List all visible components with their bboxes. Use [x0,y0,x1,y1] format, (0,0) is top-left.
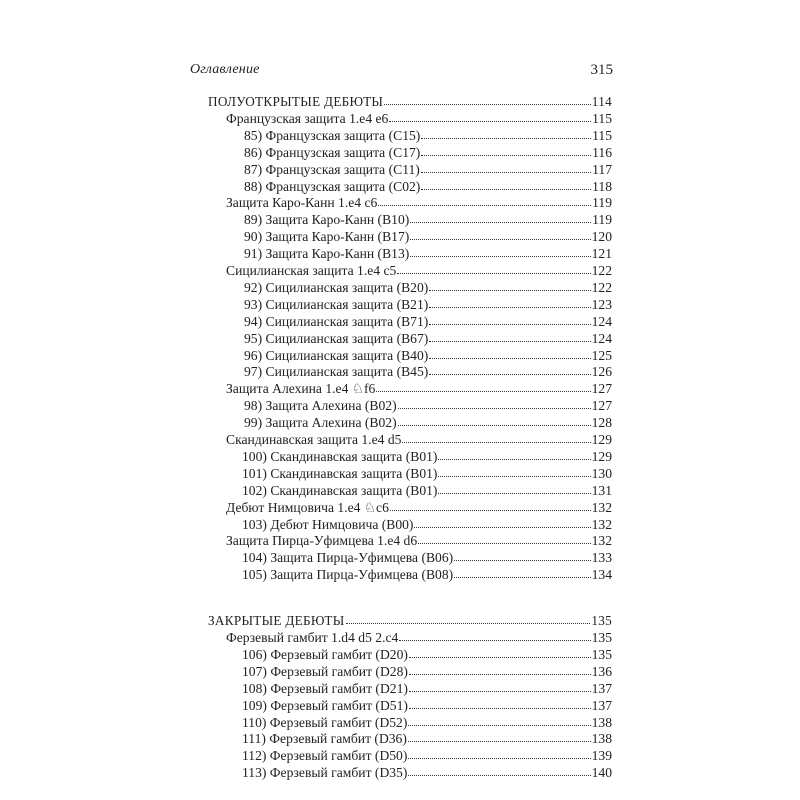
toc-entry-label: 96) Сицилианская защита (B40) [244,347,429,363]
toc-entry-page: 137 [591,680,612,696]
toc-dot-leader [378,194,591,206]
toc-dot-leader [390,499,591,511]
toc-entry-label: 94) Сицилианская защита (B71) [244,313,429,329]
toc-dot-leader [418,532,590,544]
toc-item [242,482,612,499]
toc-entry-page: 126 [591,364,612,380]
toc-item [244,414,612,431]
toc-chapter [226,499,612,516]
toc-dot-leader [397,262,590,274]
toc-dot-leader [408,764,590,776]
page-number: 315 [590,62,613,78]
toc-dot-leader [438,482,590,494]
toc-entry-page: 123 [591,296,612,312]
toc-entry-label: Защита Пирца-Уфимцева 1.e4 d6 [226,533,418,549]
toc-entry-label: 110) Ферзевый гамбит (D52) [242,714,408,730]
toc-entry-page: 138 [591,731,612,747]
toc-entry-label: 85) Французская защита (C15) [244,127,421,143]
toc-entry-label: 92) Сицилианская защита (B20) [244,279,429,295]
toc-entry-label: Французская защита 1.e4 e6 [226,110,389,126]
toc-entry-page: 116 [592,144,612,160]
toc-entry-page: 135 [591,630,612,645]
toc-section [208,93,612,110]
toc-item [244,178,612,195]
toc-dot-leader [429,296,590,308]
toc-item [242,730,612,747]
toc-item [244,347,612,364]
toc-entry-label: 111) Ферзевый гамбит (D36) [242,731,407,747]
toc-item [244,363,612,380]
toc-entry-label: ПОЛУОТКРЫТЫЕ ДЕБЮТЫ [208,94,384,109]
toc-dot-leader [408,747,590,759]
toc-item [242,680,612,697]
toc-entry-page: 118 [592,178,612,194]
toc-entry-page: 121 [591,246,612,262]
toc-entry-page: 122 [591,263,612,278]
toc-dot-leader [389,110,591,122]
toc-chapter [226,380,612,397]
toc-entry-label: 112) Ферзевый гамбит (D50) [242,748,408,764]
toc-dot-leader [409,697,591,709]
toc-dot-leader [421,161,591,173]
toc-item [244,127,612,144]
toc-item [244,296,612,313]
running-header-title: Оглавление [190,62,260,77]
toc-dot-leader [398,397,591,409]
toc-dot-leader [409,680,591,692]
toc-item [244,211,612,228]
toc-item [244,228,612,245]
toc-entry-label: 106) Ферзевый гамбит (D20) [242,646,408,662]
toc-entry-page: 119 [592,212,612,228]
toc-item [244,279,612,296]
toc-entry-label: Ферзевый гамбит 1.d4 d5 2.c4 [226,630,399,645]
toc-item [244,397,612,414]
toc-dot-leader [438,465,590,477]
toc-entry-label: 95) Сицилианская защита (B67) [244,330,429,346]
toc-dot-leader [409,663,591,675]
toc-entry-label: 100) Скандинавская защита (B01) [242,448,438,464]
toc-item [242,448,612,465]
toc-dot-leader [429,330,590,342]
toc-dot-leader [384,93,591,105]
toc-item [242,549,612,566]
toc-dot-leader [409,646,591,658]
toc-entry-label: 99) Защита Алехина (B02) [244,415,397,431]
toc-entry-page: 125 [591,347,612,363]
toc-item [242,566,612,583]
toc-entry-label: 107) Ферзевый гамбит (D28) [242,663,408,679]
toc-entry-page: 138 [591,714,612,730]
toc-entry-page: 139 [591,748,612,764]
toc-item [242,714,612,731]
toc-entry-page: 122 [591,279,612,295]
toc-entry-page: 120 [591,229,612,245]
toc-dot-leader [410,228,590,240]
toc-entry-page: 133 [591,550,612,566]
toc-entry-label: 113) Ферзевый гамбит (D35) [242,765,408,781]
toc-entry-label: 103) Дебют Нимцовича (B00) [242,516,414,532]
toc-entry-page: 117 [592,161,612,177]
toc-item [244,330,612,347]
toc-dot-leader [399,629,590,641]
toc-entry-page: 124 [591,330,612,346]
toc-entry-label: 88) Французская защита (C02) [244,178,421,194]
toc-chapter [226,629,612,646]
toc-entry-page: 140 [591,765,612,781]
toc-entry-label: 98) Защита Алехина (B02) [244,398,397,414]
toc-item [242,663,612,680]
toc-dot-leader [454,566,590,578]
toc-dot-leader [408,714,590,726]
toc-entry-page: 130 [591,465,612,481]
toc-dot-leader [414,516,590,528]
toc-dot-leader [410,211,591,223]
toc-entry-label: 102) Скандинавская защита (B01) [242,482,438,498]
toc-dot-leader [429,279,590,291]
toc-entry-label: 91) Защита Каро-Канн (B13) [244,246,410,262]
toc-dot-leader [421,178,591,190]
toc-item [244,144,612,161]
toc-entry-page: 114 [591,94,612,109]
toc-entry-page: 132 [591,516,612,532]
toc-entry-page: 129 [591,448,612,464]
toc-entry-label: 101) Скандинавская защита (B01) [242,465,438,481]
toc-entry-label: 86) Французская защита (C17) [244,144,421,160]
toc-entry-page: 134 [591,567,612,583]
toc-dot-leader [438,448,590,460]
toc-entry-label: 104) Защита Пирца-Уфимцева (B06) [242,550,454,566]
toc-entry-page: 135 [591,613,612,629]
toc-dot-leader [421,144,591,156]
toc-entry-label: 105) Защита Пирца-Уфимцева (B08) [242,567,454,583]
toc-dot-leader [421,127,591,139]
toc-entry-label: Дебют Нимцовича 1.e4 ♘c6 [226,499,389,515]
toc-entry-page: 136 [591,663,612,679]
toc-entry-page: 127 [591,381,612,397]
toc-chapter [226,431,612,448]
toc-entry-label: 109) Ферзевый гамбит (D51) [242,697,408,713]
toc-entry-label: 90) Защита Каро-Канн (B17) [244,229,410,245]
toc-dot-leader [376,380,590,392]
toc-entry-label: Скандинавская защита 1.e4 d5 [226,432,402,447]
toc-item [244,161,612,178]
toc-entry-page: 124 [591,313,612,329]
toc-entry-label: 93) Сицилианская защита (B21) [244,296,429,312]
toc-item [242,646,612,663]
toc-dot-leader [429,347,590,359]
toc-entry-page: 115 [592,110,612,126]
toc-item [242,697,612,714]
toc-entry-label: 108) Ферзевый гамбит (D21) [242,680,408,696]
toc-entry-page: 132 [591,499,612,515]
toc-entry-label: 87) Французская защита (C11) [244,161,420,177]
toc-dot-leader [398,414,591,426]
toc-entry-page: 131 [591,482,612,498]
toc-dot-leader [429,313,590,325]
toc-chapter [226,532,612,549]
toc-entry-page: 128 [591,415,612,431]
toc-entry-label: Сицилианская защита 1.e4 c5 [226,263,397,278]
toc-chapter [226,194,612,211]
toc-dot-leader [408,730,591,742]
toc-item [242,747,612,764]
toc-entry-page: 137 [591,697,612,713]
toc-entry-page: 129 [591,432,612,447]
toc-section [208,612,612,629]
toc-chapter [226,110,612,127]
toc-entry-label: 97) Сицилианская защита (B45) [244,364,429,380]
toc-entry-label: Защита Алехина 1.e4 ♘f6 [226,381,376,397]
toc-chapter [226,262,612,279]
toc-dot-leader [454,549,590,561]
toc-entry-label: ЗАКРЫТЫЕ ДЕБЮТЫ [208,613,345,629]
toc-item [242,465,612,482]
toc-entry-page: 115 [592,127,612,143]
toc-dot-leader [410,245,590,257]
toc-item [242,516,612,533]
toc-entry-label: Защита Каро-Канн 1.e4 c6 [226,195,378,211]
toc-entry-page: 119 [592,195,612,211]
toc-entry-page: 132 [591,533,612,549]
toc-entry-page: 127 [591,398,612,414]
toc-dot-leader [402,431,590,443]
toc-entry-label: 89) Защита Каро-Канн (B10) [244,212,410,228]
toc-item [242,764,612,781]
toc-entry-page: 135 [591,646,612,662]
toc-dot-leader [429,363,590,375]
toc-dot-leader [346,612,591,624]
toc-item [244,313,612,330]
toc-item [244,245,612,262]
